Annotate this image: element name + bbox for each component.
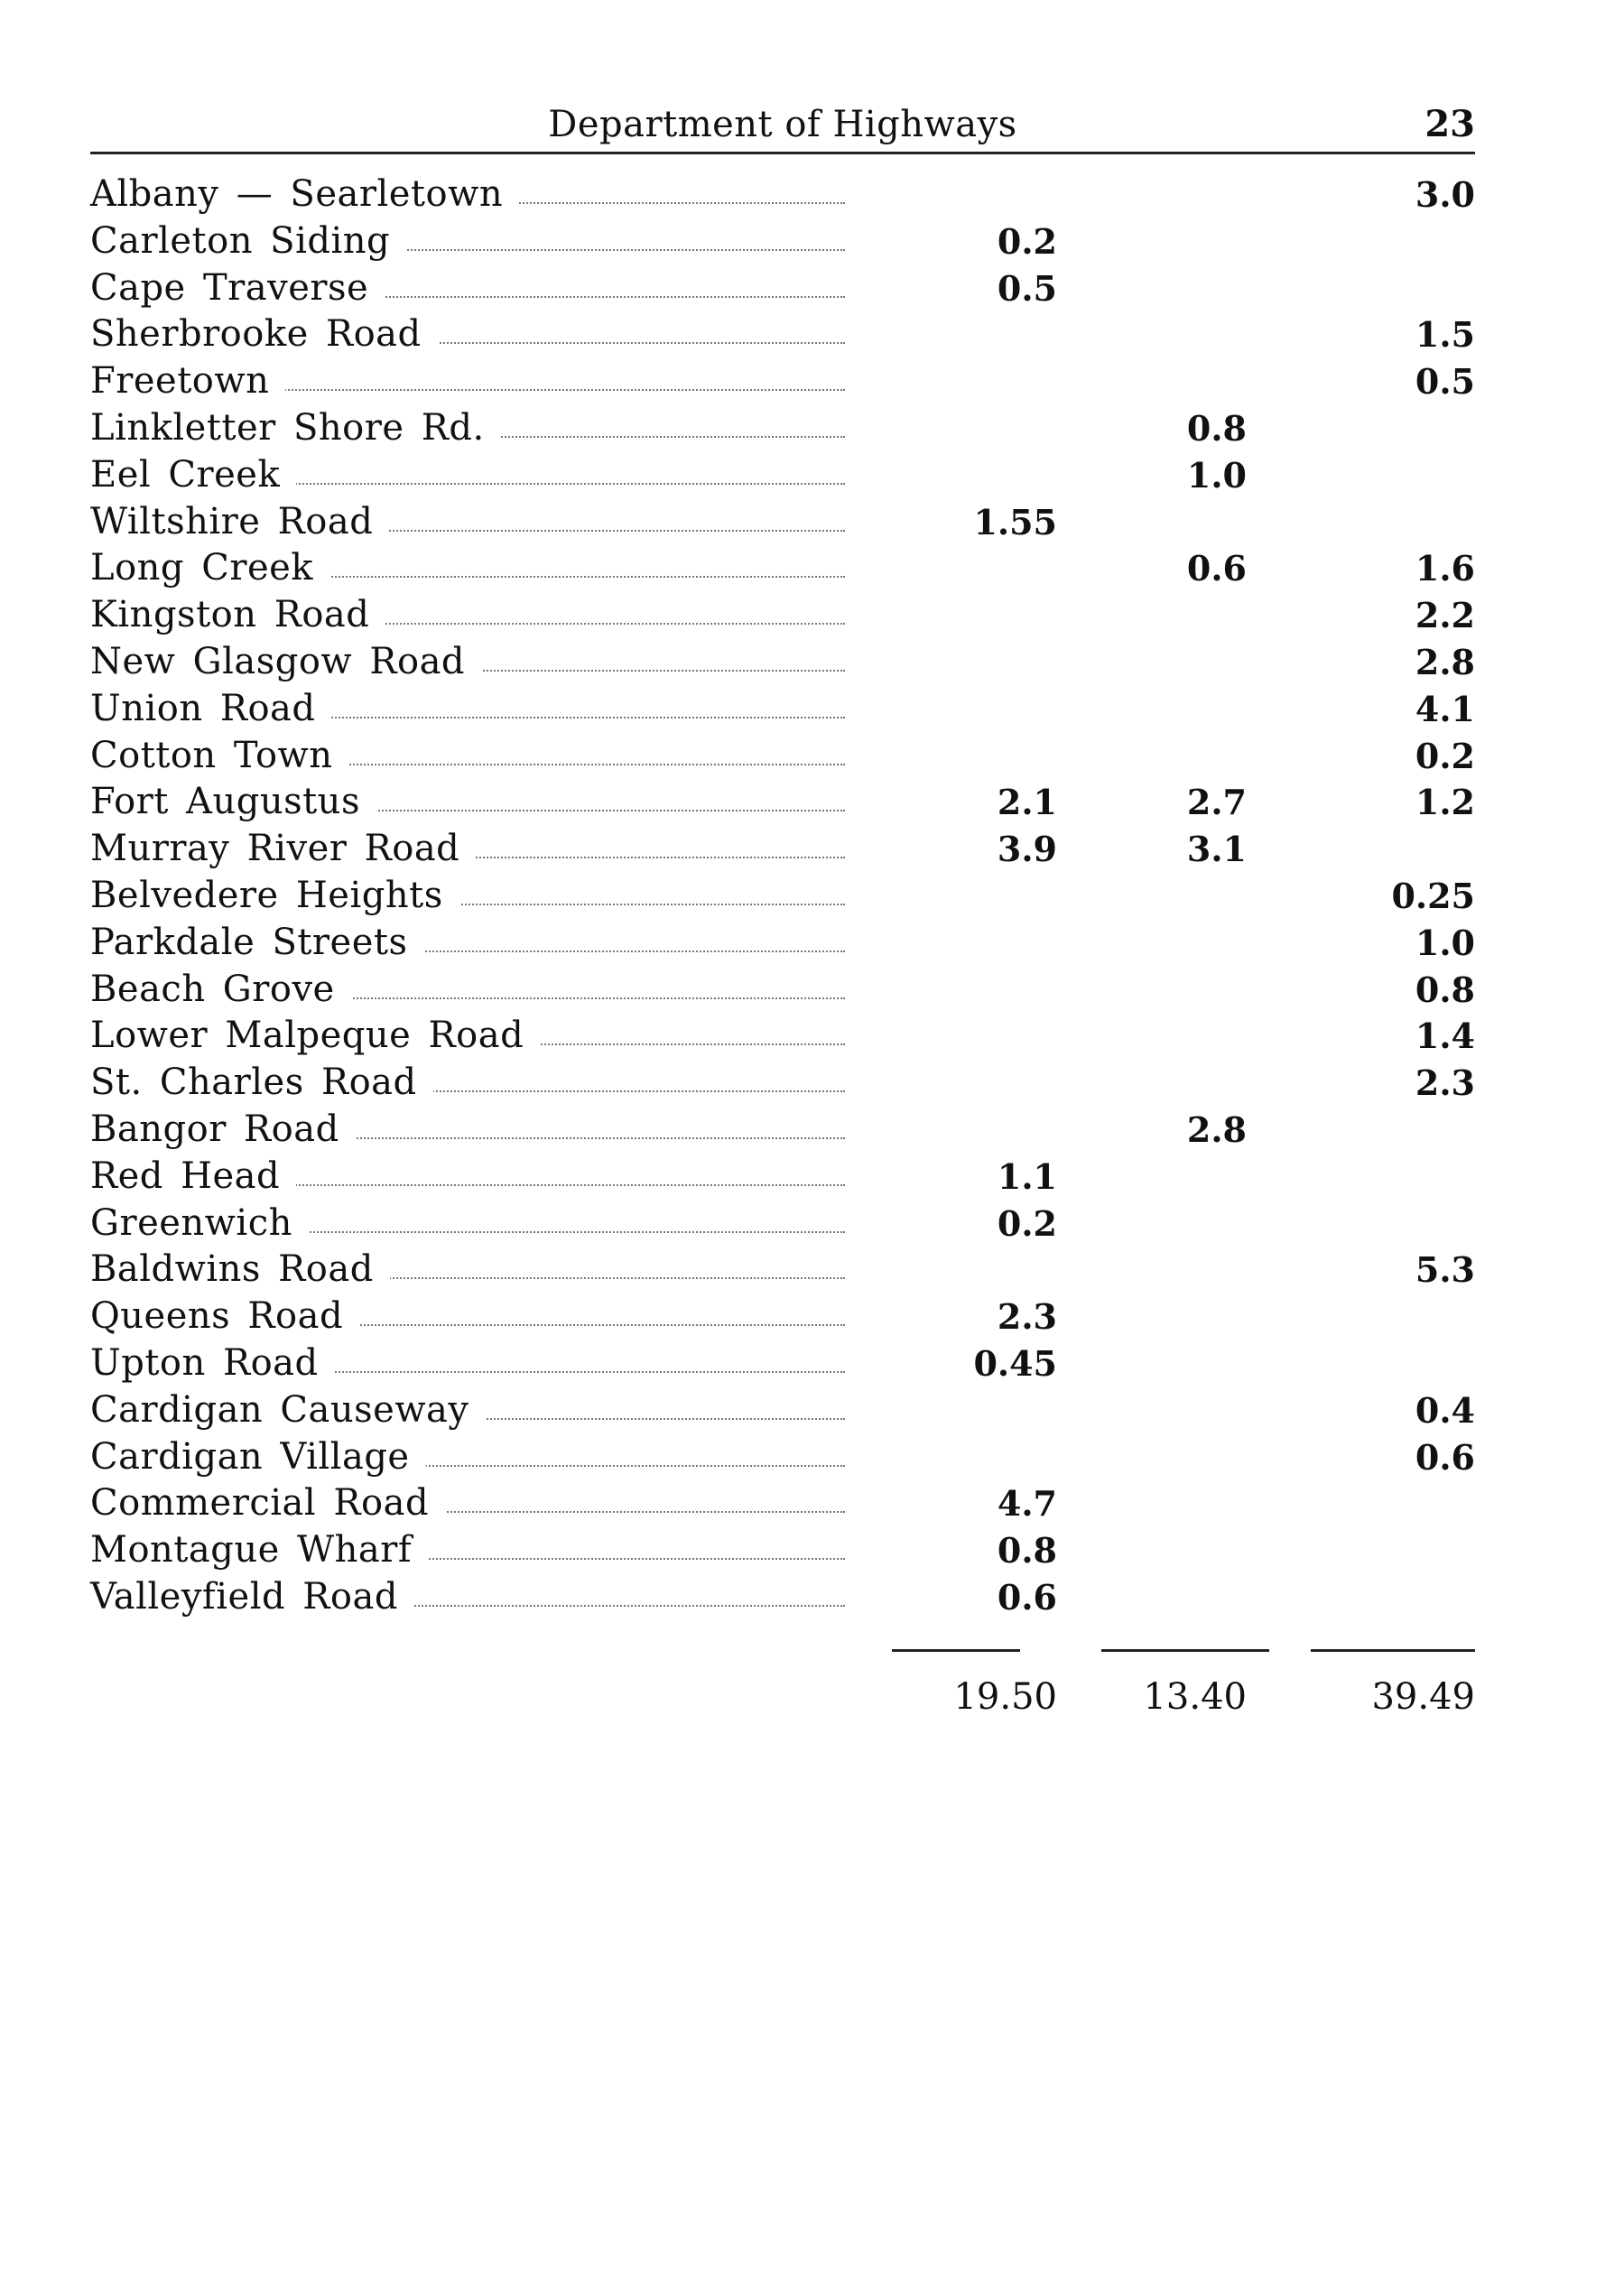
road-name: Montague Wharf	[90, 1527, 428, 1574]
table-row	[90, 172, 1475, 218]
mileage-col1: 0.8	[997, 1530, 1057, 1572]
mileage-col1: 2.3	[997, 1296, 1057, 1338]
mileage-col2: 2.8	[1186, 1108, 1247, 1150]
road-name: Eel Creek	[90, 452, 296, 499]
table-row	[90, 1480, 1475, 1527]
total-rule-col1	[892, 1649, 1020, 1652]
table-row	[90, 311, 1475, 358]
road-name: Cotton Town	[90, 733, 349, 780]
road-name: Upton Road	[90, 1340, 335, 1387]
table-row	[90, 545, 1475, 592]
mileage-col2: 3.1	[1186, 829, 1247, 870]
table-row	[90, 452, 1475, 499]
table-row	[90, 779, 1475, 826]
mileage-col1: 0.6	[997, 1576, 1057, 1618]
table-row	[90, 826, 1475, 873]
mileage-col3: 2.8	[1415, 641, 1475, 682]
table-row	[90, 218, 1475, 265]
table-row	[90, 1527, 1475, 1574]
road-name: Queens Road	[90, 1293, 359, 1340]
road-name: Commercial Road	[90, 1480, 445, 1527]
table-row	[90, 1154, 1475, 1201]
page-header	[90, 97, 1475, 152]
table-row	[90, 967, 1475, 1014]
mileage-col3: 5.3	[1415, 1249, 1475, 1291]
table-row	[90, 873, 1475, 920]
mileage-col3: 0.8	[1415, 969, 1475, 1010]
mileage-col3: 0.6	[1415, 1436, 1475, 1478]
road-name: Cardigan Village	[90, 1434, 426, 1481]
table-row	[90, 1060, 1475, 1107]
road-name: Baldwins Road	[90, 1247, 390, 1293]
table-row	[90, 592, 1475, 639]
mileage-col3: 1.6	[1415, 548, 1475, 589]
road-name: Union Road	[90, 686, 331, 733]
mileage-col1: 0.5	[997, 267, 1057, 309]
road-name: Bangor Road	[90, 1107, 356, 1154]
mileage-col1: 0.2	[997, 220, 1057, 262]
road-name: Sherbrooke Road	[90, 311, 438, 358]
road-name: New Glasgow Road	[90, 639, 481, 686]
mileage-col1: 2.1	[997, 782, 1057, 823]
table-row	[90, 358, 1475, 405]
mileage-col3: 3.0	[1415, 174, 1475, 215]
total-col1: 19.50	[953, 1676, 1057, 1718]
road-name: Murray River Road	[90, 826, 476, 873]
mileage-col1: 0.45	[973, 1342, 1057, 1384]
road-name: Cape Traverse	[90, 265, 385, 312]
mileage-col2: 0.8	[1186, 407, 1247, 449]
mileage-col2: 0.6	[1186, 548, 1247, 589]
mileage-col1: 4.7	[997, 1483, 1057, 1525]
table-row	[90, 1387, 1475, 1434]
table-row	[90, 1247, 1475, 1293]
mileage-col1: 0.2	[997, 1202, 1057, 1244]
road-name: Linkletter Shore Rd.	[90, 405, 501, 452]
table-row	[90, 1107, 1475, 1154]
table-row	[90, 405, 1475, 452]
road-name: Cardigan Causeway	[90, 1387, 486, 1434]
mileage-col3: 1.4	[1415, 1015, 1475, 1057]
mileage-col1: 1.55	[973, 501, 1057, 542]
road-name: Parkdale Streets	[90, 920, 424, 967]
table-row	[90, 499, 1475, 546]
table-row	[90, 1574, 1475, 1621]
road-name: Valleyfield Road	[90, 1574, 414, 1621]
table-row	[90, 1293, 1475, 1340]
mileage-col1: 1.1	[997, 1155, 1057, 1197]
mileage-col1: 3.9	[997, 829, 1057, 870]
table-row	[90, 733, 1475, 780]
page-title: Department of Highways	[548, 104, 1017, 145]
road-name: Wiltshire Road	[90, 499, 389, 546]
totals-row	[90, 1672, 1475, 1722]
mileage-col3: 0.2	[1415, 735, 1475, 776]
road-name: Kingston Road	[90, 592, 385, 639]
table-row	[90, 1013, 1475, 1060]
mileage-col3: 0.5	[1415, 361, 1475, 403]
total-col2: 13.40	[1143, 1676, 1247, 1718]
table-row	[90, 1340, 1475, 1387]
road-name: Greenwich	[90, 1201, 309, 1247]
mileage-col3: 1.0	[1415, 922, 1475, 963]
table-row	[90, 1434, 1475, 1481]
road-name: Red Head	[90, 1154, 296, 1201]
table-row	[90, 1201, 1475, 1247]
road-name: Belvedere Heights	[90, 873, 459, 920]
mileage-col3: 2.2	[1415, 595, 1475, 636]
mileage-col3: 2.3	[1415, 1062, 1475, 1104]
mileage-col3: 4.1	[1415, 688, 1475, 729]
mileage-col3: 0.25	[1391, 875, 1475, 916]
road-name: St. Charles Road	[90, 1060, 433, 1107]
page-number: 23	[1424, 103, 1475, 145]
mileage-col3: 0.4	[1415, 1389, 1475, 1431]
mileage-col2: 1.0	[1186, 454, 1247, 496]
table-row	[90, 639, 1475, 686]
total-rule-col3	[1311, 1649, 1475, 1652]
mileage-col2: 2.7	[1186, 782, 1247, 823]
road-name: Freetown	[90, 358, 285, 405]
road-name: Carleton Siding	[90, 218, 406, 265]
mileage-col3: 1.5	[1415, 314, 1475, 356]
table-row	[90, 686, 1475, 733]
road-name: Fort Augustus	[90, 779, 376, 826]
road-name: Lower Malpeque Road	[90, 1013, 540, 1060]
table-row	[90, 265, 1475, 312]
mileage-col3: 1.2	[1415, 782, 1475, 823]
road-name: Albany — Searletown	[90, 172, 519, 218]
road-name: Beach Grove	[90, 967, 351, 1014]
header-rule	[90, 152, 1475, 154]
total-col3: 39.49	[1371, 1676, 1475, 1718]
total-rule-col2	[1101, 1649, 1269, 1652]
road-name: Long Creek	[90, 545, 329, 592]
table-row	[90, 920, 1475, 967]
road-table	[90, 172, 1475, 1621]
